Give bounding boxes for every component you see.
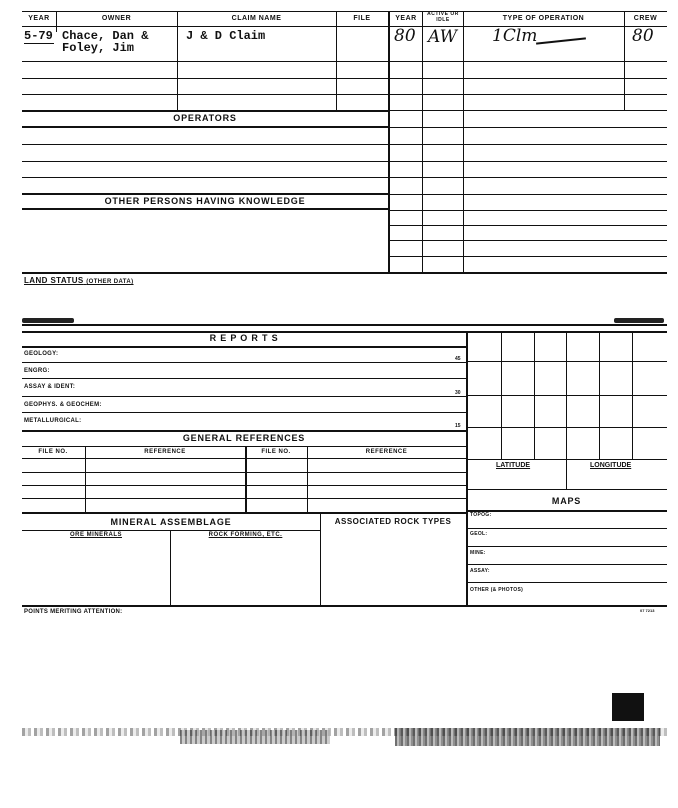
maps-title: MAPS xyxy=(551,496,582,506)
report-row-number: 45 xyxy=(455,356,461,362)
entry-active-or-idle: AW xyxy=(428,27,458,47)
reports-title: R E P O R T S xyxy=(209,333,279,343)
header-active-or-idle: ACTIVE OR IDLE xyxy=(427,11,459,23)
header-file: FILE xyxy=(353,15,371,22)
report-row-label: METALLURGICAL: xyxy=(24,418,82,424)
scan-dark-square xyxy=(612,693,644,721)
form-number: 07 7213 xyxy=(640,608,655,613)
report-row-label: ASSAY & IDENT: xyxy=(24,384,76,390)
entry-year: 5-79 xyxy=(24,29,53,43)
ore-minerals-header: ORE MINERALS xyxy=(69,532,122,538)
handwritten-stroke xyxy=(536,37,586,44)
scan-smudge-left xyxy=(22,318,74,323)
header-year: YEAR xyxy=(28,15,50,22)
land-status-label: LAND STATUS (OTHER DATA) xyxy=(24,276,134,285)
header-type-of-operation: TYPE OF OPERATION xyxy=(502,15,585,22)
report-row-number: 15 xyxy=(455,423,461,429)
associated-rock-types-title: ASSOCIATED ROCK TYPES xyxy=(334,517,452,526)
header-crew: CREW xyxy=(633,15,658,22)
header-claim-name: CLAIM NAME xyxy=(231,15,282,22)
gr-header-file-no: FILE NO. xyxy=(38,449,68,455)
gr-header-reference-2: REFERENCE xyxy=(365,449,408,455)
other-persons-title: OTHER PERSONS HAVING KNOWLEDGE xyxy=(104,196,306,206)
entry-year-underline xyxy=(24,43,54,44)
scan-noise-blob xyxy=(180,730,330,744)
entry-owner-line-2: Foley, Jim xyxy=(62,41,135,55)
report-row-label: GEOLOGY: xyxy=(24,351,59,357)
scan-noise-blob xyxy=(395,728,660,746)
maps-row-label: OTHER (& PHOTOS) xyxy=(470,587,524,593)
rock-forming-header: ROCK FORMING, ETC. xyxy=(208,532,283,538)
entry-type-of-operation: 1Clm xyxy=(492,26,538,46)
longitude-label: LONGITUDE xyxy=(590,462,632,469)
points-meriting-attention-label: POINTS MERITING ATTENTION: xyxy=(24,609,123,615)
maps-row-label: GEOL: xyxy=(470,531,488,537)
header-owner: OWNER xyxy=(101,15,132,22)
entry-year-2: 80 xyxy=(394,26,416,46)
report-row-label: ENGRG: xyxy=(24,368,50,374)
scan-smudge-right xyxy=(614,318,664,323)
maps-row-label: MINE: xyxy=(470,550,486,556)
mineral-assemblage-title: MINERAL ASSEMBLAGE xyxy=(110,517,232,527)
maps-row-label: TOPOG: xyxy=(470,512,492,518)
entry-owner-line-1: Chace, Dan & xyxy=(62,29,149,43)
report-row-label: GEOPHYS. & GEOCHEM: xyxy=(24,402,102,408)
entry-crew: 80 xyxy=(632,26,654,46)
gr-header-reference: REFERENCE xyxy=(144,449,186,455)
maps-row-label: ASSAY: xyxy=(470,568,490,574)
entry-claim-name: J & D Claim xyxy=(186,29,266,43)
report-row-number: 30 xyxy=(455,390,461,396)
gr-header-file-no-2: FILE NO. xyxy=(261,449,291,455)
header-year-2: YEAR xyxy=(395,15,417,22)
general-references-title: GENERAL REFERENCES xyxy=(182,433,306,443)
latitude-label: LATITUDE xyxy=(496,462,531,469)
operators-title: OPERATORS xyxy=(173,113,237,123)
